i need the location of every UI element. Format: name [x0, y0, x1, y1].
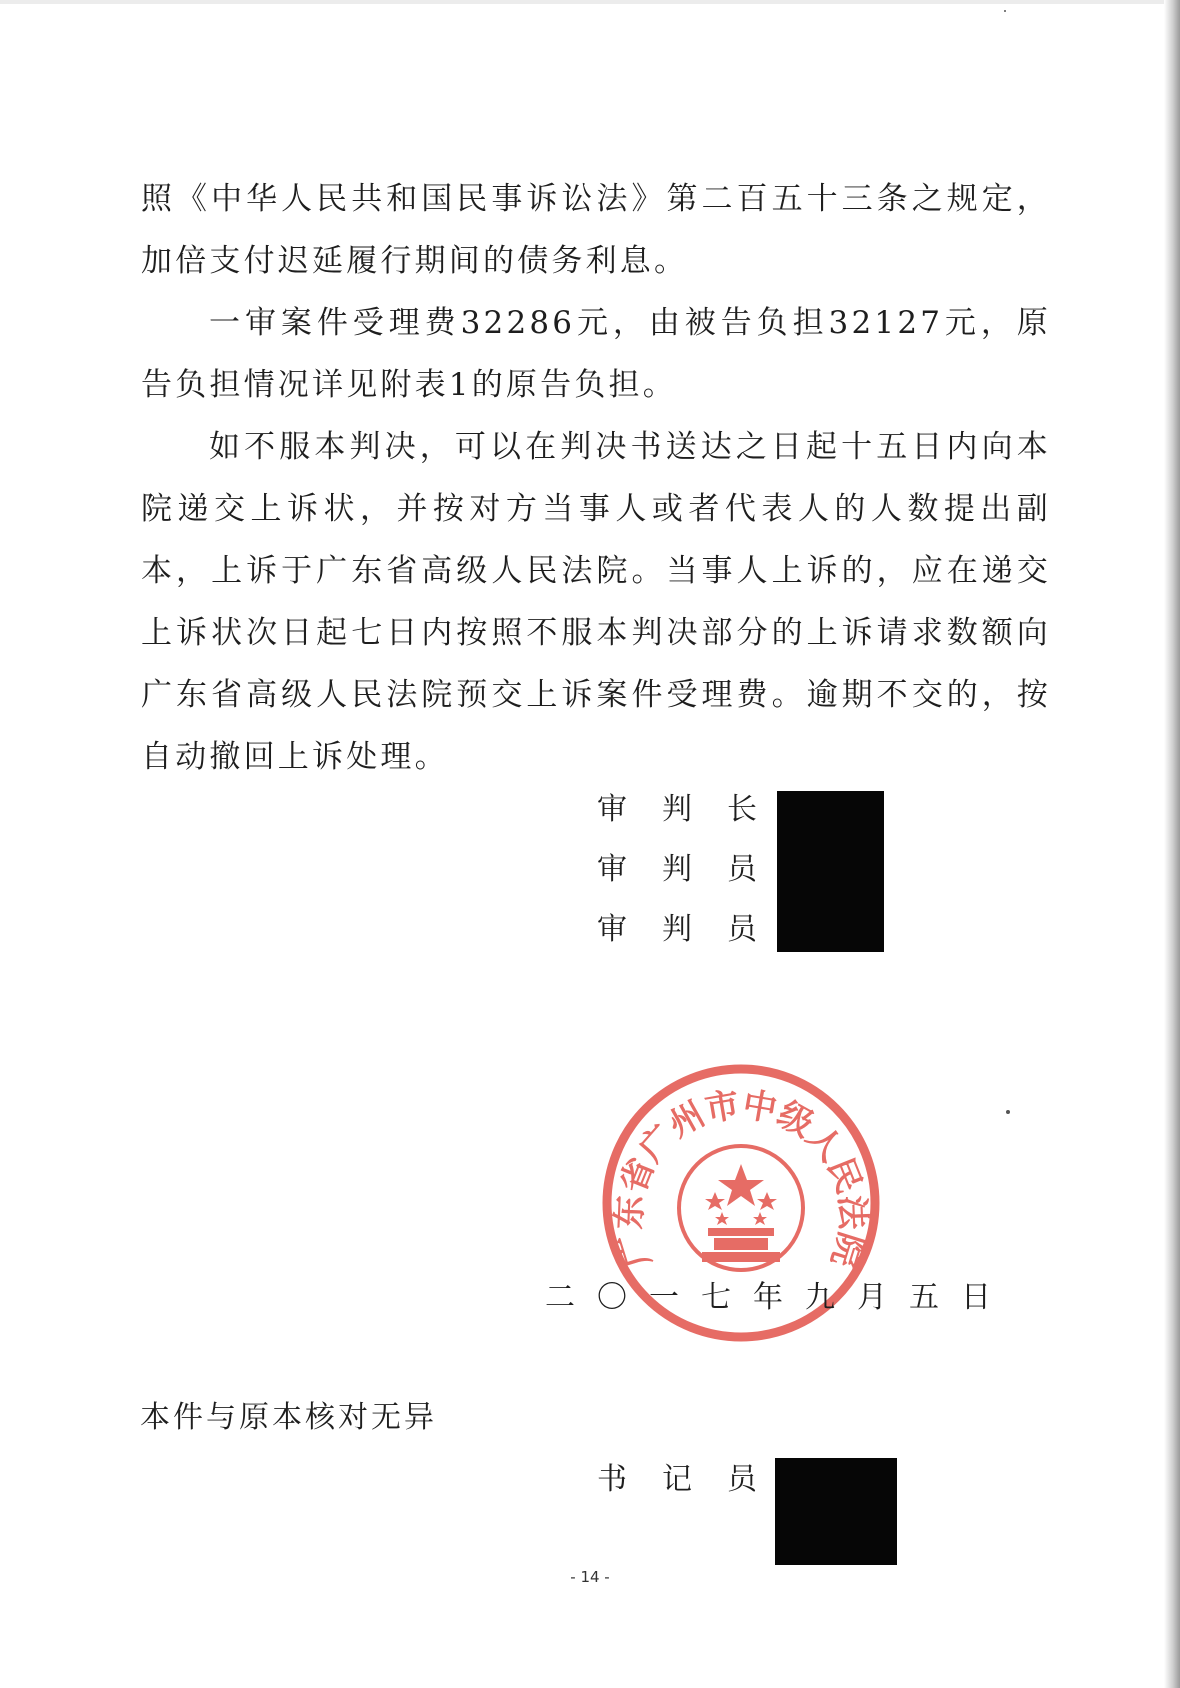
signature-char: 判: [662, 792, 692, 827]
scan-speck: [1006, 1110, 1010, 1114]
signature-char: 审: [597, 912, 627, 947]
page-number: - 14 -: [570, 1568, 610, 1586]
paragraph-appeal-rights: 如不服本判决，可以在判决书送达之日起十五日内向本院递交上诉状，并按对方当事人或者代表人的人数提出副本，上诉于广东省高级人民法院。当事人上诉的，应在递交上诉状次日起七日内按照不服本判决部分的上诉请求数额向广东省高级人民法院预交上诉案件受理费。逾期不交的，按自动撤回上诉处理。: [141, 429, 1051, 775]
scan-top-edge: [0, 0, 1180, 4]
signature-char: 员: [727, 912, 757, 947]
signature-char: 审: [597, 852, 627, 887]
scan-right-edge: [1164, 0, 1180, 1688]
signature-char: 判: [662, 912, 692, 947]
signature-char: 判: [662, 852, 692, 887]
signature-char: 记: [662, 1462, 692, 1497]
signature-char: 长: [727, 792, 757, 827]
paragraph-interest: 照《中华人民共和国民事诉讼法》第二百五十三条之规定，加倍支付迟延履行期间的债务利息。: [141, 181, 1051, 279]
signature-clerk: [592, 1460, 762, 1500]
redacted-judge-names: [777, 791, 884, 952]
signature-judge-2: [592, 910, 762, 950]
paragraph-court-fee: 一审案件受理费32286元，由被告负担32127元，原告负担情况详见附表1的原告负担。: [141, 305, 1051, 403]
scan-speck: [1004, 10, 1006, 12]
signature-char: 员: [727, 852, 757, 887]
signature-char: 员: [727, 1462, 757, 1497]
signature-judge-1: [592, 850, 762, 890]
judgment-body: [141, 168, 1051, 788]
national-emblem-icon: [679, 1146, 803, 1270]
certification-note: 本件与原本核对无异: [140, 1400, 437, 1435]
redacted-clerk-name: [775, 1458, 897, 1565]
seal-text: 广东省广州市中级人民法院: [609, 1084, 873, 1272]
signature-char: 书: [597, 1462, 627, 1497]
signature-char: 审: [597, 792, 627, 827]
signature-chief-judge: [592, 790, 762, 830]
judgment-date: 二〇一七年九月五日: [545, 1280, 1013, 1315]
